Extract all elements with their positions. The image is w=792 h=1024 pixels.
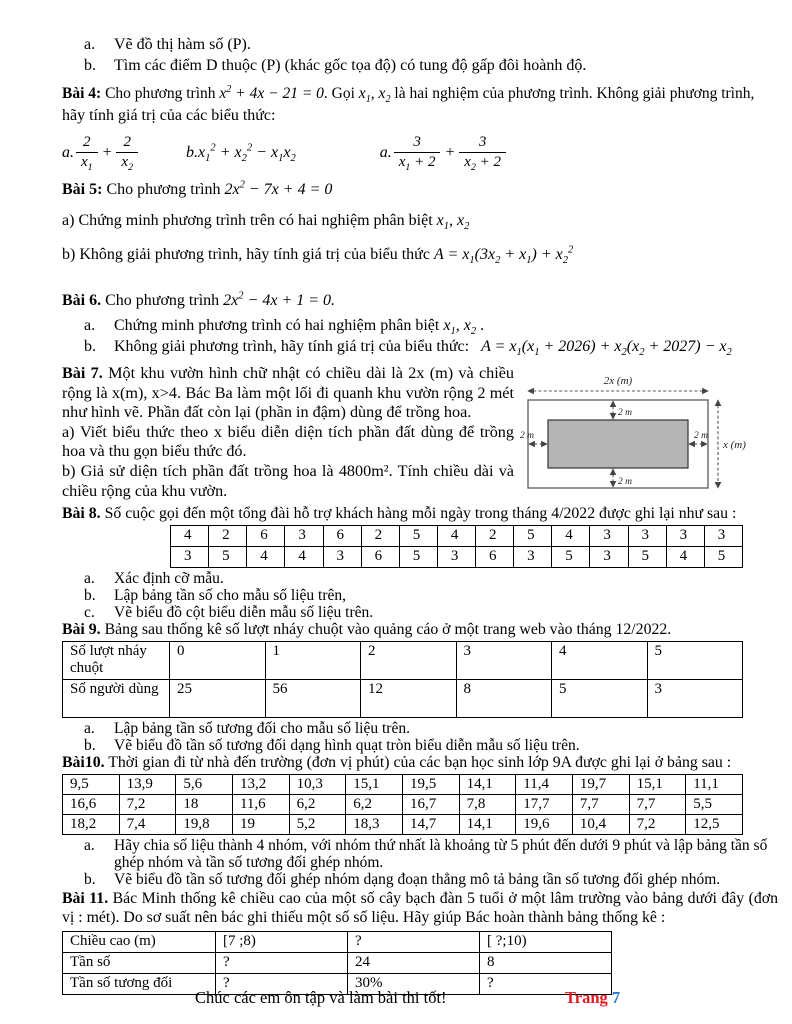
table-cell: 4	[666, 547, 704, 568]
table-cell: 4	[437, 526, 475, 547]
table-row	[63, 775, 743, 795]
table-cell: 5	[647, 642, 743, 680]
table-cell: 3	[456, 642, 552, 680]
table-cell: 24	[348, 953, 480, 974]
item-text: Chứng minh phương trình có hai nghiệm phân biệt $x_1$, $x_2$ .	[114, 317, 485, 338]
fraction: $\frac{3}{x_1 + 2}$	[394, 133, 441, 172]
table-cell: 16,7	[402, 795, 459, 815]
exercise-9-title	[62, 621, 778, 639]
text-segment: Một khu vườn hình chữ nhật có chiều dài là 2x (m) và chiều rộng là x(m), x>4. Bác Ba làm một lối đi quanh khu vườn rộng 2 mét như hình vẽ. Phần đất còn lại (phần in đậm) dùng để trồng hoa.	[62, 364, 515, 422]
table-cell: [7 ;8)	[216, 932, 348, 953]
item-text: Vẽ biểu đồ cột biểu diễn mẫu số liệu trên.	[114, 604, 374, 621]
table-cell: 6	[476, 547, 514, 568]
list-item	[62, 837, 778, 871]
table-cell: 5	[399, 526, 437, 547]
plus-sign: +	[444, 143, 456, 161]
table-cell: 19	[232, 815, 289, 835]
table-row	[63, 932, 612, 953]
math-equation: $2x^2 - 7x + 4 = 0$	[224, 179, 333, 198]
exercise-9-items	[62, 720, 778, 754]
title-text: Bác Minh thống kê chiều cao của một số cây bạch đàn 5 tuổi ở một lâm trường vào bảng dưới đây (đơn vị : mét). Do sơ suất nên bác ghi thiếu một số số liệu. Hãy giúp Bác hoàn thành bảng thống kê :	[62, 890, 779, 926]
table-cell: 3	[666, 526, 704, 547]
fraction: $\frac{3}{x_2 + 2}$	[459, 133, 506, 172]
expression-row	[62, 130, 778, 174]
table-cell: ?	[480, 974, 612, 995]
exercise-10-items	[62, 837, 778, 888]
table-cell: 13,2	[232, 775, 289, 795]
figure-length-label: 2x (m)	[603, 375, 633, 387]
math-expression: $A = x_1(x_1 + 2026) + x_2(x_2 + 2027) - x_2$	[481, 338, 732, 359]
table-cell: 7,7	[572, 795, 629, 815]
exercise-7-text	[62, 364, 514, 502]
page-label: Trang	[565, 988, 608, 1007]
exercise-4-label: Bài 4:	[62, 85, 102, 102]
item-text: Lập bảng tần số tương đối cho mẫu số liệu trên.	[114, 720, 410, 737]
item-label: a.	[84, 317, 96, 334]
table-cell: 13,9	[119, 775, 176, 795]
table-cell: 7,4	[119, 815, 176, 835]
table-cell: 19,8	[176, 815, 233, 835]
item-label: a.	[84, 36, 96, 53]
table-cell: Số người dùng	[63, 680, 170, 718]
table-cell: 3	[514, 547, 552, 568]
table-cell: 25	[170, 680, 266, 718]
table-cell: 4	[285, 547, 323, 568]
table-cell: 15,1	[346, 775, 403, 795]
exercise-7-intro	[62, 364, 514, 423]
table-cell: 4	[552, 526, 590, 547]
table-cell: 4	[552, 642, 648, 680]
exercise-9-label: Bài 9.	[62, 621, 101, 638]
table-cell: 11,6	[232, 795, 289, 815]
table-cell: 6	[323, 526, 361, 547]
table-cell: 19,6	[516, 815, 573, 835]
plus-sign: +	[101, 143, 113, 161]
table-cell: 5	[704, 547, 742, 568]
table-cell: 19,7	[572, 775, 629, 795]
table-cell: 3	[171, 547, 209, 568]
table-cell: 14,7	[402, 815, 459, 835]
item-label: a.	[379, 143, 392, 161]
left-gap-label: 2 m	[520, 431, 534, 441]
table-cell: 19,5	[402, 775, 459, 795]
table-cell: 30%	[348, 974, 480, 995]
table-cell: 10,4	[572, 815, 629, 835]
table-cell: 15,1	[629, 775, 686, 795]
exercise-10-title	[62, 754, 778, 772]
table-cell: 18,3	[346, 815, 403, 835]
item-label: b.	[84, 57, 96, 74]
table-cell: 5	[209, 547, 247, 568]
table-row	[63, 795, 743, 815]
math-expression: $A = x_1(3x_2 + x_1) + x_2^2$	[433, 244, 574, 267]
title-text: Số cuộc gọi đến một tổng đài hỗ trợ khách hàng mỗi ngày trong tháng 4/2022 được ghi lại như sau :	[100, 505, 737, 522]
table-row	[63, 815, 743, 835]
table-cell: 12,5	[686, 815, 743, 835]
table-cell: 9,5	[63, 775, 120, 795]
table-cell: 6,2	[289, 795, 346, 815]
table-cell: 3	[590, 526, 628, 547]
list-item	[62, 55, 778, 76]
table-cell: 18	[176, 795, 233, 815]
exercise-4-intro	[62, 83, 778, 105]
exercise-6-item-a	[62, 315, 778, 336]
garden-figure-container	[518, 374, 748, 502]
table-cell: 3	[323, 547, 361, 568]
math-expression: $x_1^2 + x_2^2 - x_1x_2$	[198, 142, 296, 164]
exercise-7-item-b: b) Giả sử diện tích phần đất trồng hoa là 4800m². Tính chiều dài và chiều rộng của khu vườn.	[62, 461, 514, 500]
exercise-7-item-a: a) Viết biểu thức theo x biểu diễn diện tích phần đất dùng để trồng hoa và thu gọn biểu thức đó.	[62, 422, 514, 461]
item-text: Không giải phương trình, hãy tính giá trị của biểu thức	[75, 246, 434, 263]
table-cell: 3	[285, 526, 323, 547]
table-cell: 56	[265, 680, 361, 718]
exercise-7-label: Bài 7.	[62, 364, 103, 382]
table-cell: 17,7	[516, 795, 573, 815]
table-cell: 3	[437, 547, 475, 568]
title-text: Bảng sau thống kê số lượt nháy chuột vào quảng cáo ở một trang web vào tháng 12/2022.	[100, 621, 672, 638]
tree-height-table	[62, 931, 612, 995]
item-label: a.	[62, 143, 74, 161]
table-cell: 14,1	[459, 775, 516, 795]
table-cell: 6	[247, 526, 285, 547]
list-item	[62, 587, 778, 604]
bottom-gap-label: 2 m	[618, 477, 632, 487]
item-label: a.	[84, 570, 95, 587]
fraction: $\frac{2}{x_2}$	[116, 133, 138, 172]
exercise-5-intro	[62, 179, 778, 201]
item-text: Chứng minh phương trình trên có hai nghiệm phân biệt	[74, 212, 437, 229]
page-number-value: 7	[611, 988, 621, 1007]
table-cell: 5	[628, 547, 666, 568]
item-text: Lập bảng tần số cho mẫu số liệu trên,	[114, 587, 347, 604]
table-cell: 0	[170, 642, 266, 680]
list-item	[62, 737, 778, 754]
math-variables: $x_1$, $x_2$	[436, 212, 470, 233]
math-variables: $x_1$, $x_2$	[358, 85, 391, 106]
text-segment: . Gọi	[323, 85, 359, 102]
table-cell: 11,1	[686, 775, 743, 795]
table-cell: 2	[209, 526, 247, 547]
text-segment: Cho phương trình	[102, 181, 225, 198]
table-row	[63, 642, 743, 680]
inner-flower-rect	[548, 420, 688, 468]
table-cell: 5,6	[176, 775, 233, 795]
exercise-5-item-b	[62, 244, 778, 266]
table-cell: ?	[216, 953, 348, 974]
text-segment: là hai nghiệm của phương trình. Không giải phương trình,	[390, 85, 755, 102]
item-text: Tìm các điểm D thuộc (P) (khác gốc tọa độ) có tung độ gấp đôi hoành độ.	[114, 57, 587, 74]
list-item	[62, 570, 778, 587]
table-cell: 3	[647, 680, 743, 718]
exercise-10-label: Bài10.	[62, 754, 105, 771]
table-cell: 6,2	[346, 795, 403, 815]
table-row	[171, 526, 743, 547]
table-cell: [ ?;10)	[480, 932, 612, 953]
item-label: b.	[84, 871, 96, 888]
fraction: $\frac{2}{x_1}$	[76, 133, 98, 172]
table-cell: 5,5	[686, 795, 743, 815]
exercise-4-line2: hãy tính giá trị của các biểu thức:	[62, 107, 276, 124]
table-cell: ?	[216, 974, 348, 995]
item-text: Vẽ biểu đồ tần số tương đối dạng hình quạt tròn biểu diễn mẫu số liệu trên.	[114, 737, 580, 754]
table-cell: 7,2	[119, 795, 176, 815]
table-row	[171, 547, 743, 568]
table-cell: 7,8	[459, 795, 516, 815]
math-variables: $x_1$, $x_2$	[443, 317, 477, 338]
expression-b	[186, 142, 296, 163]
exercise-6-label: Bài 6.	[62, 292, 102, 309]
item-label: c.	[84, 604, 95, 621]
table-cell: 5	[552, 680, 648, 718]
title-text: Thời gian đi từ nhà đến trường (đơn vị phút) của các bạn học sinh lớp 9A được ghi lại ở bảng sau :	[104, 754, 732, 771]
figure-width-label: x (m)	[723, 439, 746, 451]
table-cell: 1	[265, 642, 361, 680]
table-cell: 5	[552, 547, 590, 568]
item-label: a.	[84, 837, 95, 854]
table-row	[63, 680, 743, 718]
page-number	[565, 987, 620, 1008]
exercise-8-items	[62, 570, 778, 621]
table-cell: 18,2	[63, 815, 120, 835]
table-cell: 11,4	[516, 775, 573, 795]
table-cell: 2	[361, 642, 457, 680]
table-cell: 6	[361, 547, 399, 568]
item-text: Không giải phương trình, hãy tính giá trị của biểu thức: $A = x_1(x_1 + 2026) + x_2(x_2 + 2027) - x_2$	[114, 338, 732, 359]
expression-a	[62, 133, 140, 172]
exercise-6-intro	[62, 290, 778, 312]
table-cell: 3	[590, 547, 628, 568]
list-item	[62, 34, 778, 55]
item-text: Hãy chia số liệu thành 4 nhóm, với nhóm thứ nhất là khoảng từ 5 phút đến dưới 9 phút và lập bảng tần số ghép nhóm và tần số tương đối ghép nhóm.	[114, 837, 768, 871]
table-cell: Tần số	[63, 953, 216, 974]
top-gap-label: 2 m	[618, 408, 632, 418]
exercise-11-label: Bài 11.	[62, 890, 109, 907]
table-cell: 7,2	[629, 815, 686, 835]
table-cell: 12	[361, 680, 457, 718]
table-cell: 10,3	[289, 775, 346, 795]
exercise-11-title	[62, 890, 778, 927]
garden-figure	[518, 374, 748, 496]
footer-message: Chúc các em ôn tập và làm bài thi tốt!	[195, 988, 447, 1007]
list-item	[62, 604, 778, 621]
text-segment: Cho phương trình	[101, 85, 220, 102]
table-cell: Số lượt nháy chuột	[63, 642, 170, 680]
expression-c	[380, 133, 508, 172]
table-cell: 5	[399, 547, 437, 568]
table-cell: 14,1	[459, 815, 516, 835]
table-cell: 7,7	[629, 795, 686, 815]
item-label: b.	[186, 143, 199, 161]
table-cell: 2	[476, 526, 514, 547]
item-text: Vẽ đồ thị hàm số (P).	[114, 36, 251, 53]
item-label: a)	[62, 212, 75, 229]
exercise-7-section	[62, 364, 778, 502]
table-cell: 5	[514, 526, 552, 547]
table-cell: 2	[361, 526, 399, 547]
math-equation: $2x^2 - 4x + 1 = 0$.	[223, 290, 336, 309]
table-cell: 8	[456, 680, 552, 718]
item-label: b.	[84, 737, 96, 754]
table-cell: 3	[628, 526, 666, 547]
table-cell: Chiều cao (m)	[63, 932, 216, 953]
item-label: b)	[62, 246, 76, 263]
item-text: Xác định cỡ mẫu.	[114, 570, 224, 587]
exercise-8-label: Bài 8.	[62, 505, 101, 522]
table-cell: 3	[704, 526, 742, 547]
table-cell: 16,6	[63, 795, 120, 815]
item-text: Vẽ biểu đồ tần số tương đối ghép nhóm dạng đoạn thẳng mô tả bảng tần số tương đối ghép nhóm.	[114, 871, 721, 888]
travel-time-table	[62, 774, 743, 835]
exercise-6-item-b	[62, 336, 778, 357]
item-label: b.	[84, 338, 96, 355]
exercise-5-item-a	[62, 210, 778, 232]
table-cell: 8	[480, 953, 612, 974]
exercise-5-label: Bài 5:	[62, 181, 103, 198]
right-gap-label: 2 m	[694, 431, 708, 441]
math-equation: $x^2 + 4x - 21 = 0$	[219, 83, 324, 102]
calls-data-table	[170, 525, 743, 568]
exercise-8-title	[62, 505, 778, 523]
list-item	[62, 720, 778, 737]
table-cell: ?	[348, 932, 480, 953]
list-item	[62, 871, 778, 888]
table-row	[63, 953, 612, 974]
clicks-data-table	[62, 641, 743, 718]
table-cell: 4	[247, 547, 285, 568]
table-cell: Tần số tương đối	[63, 974, 216, 995]
item-label: b.	[84, 587, 96, 604]
table-cell: 4	[171, 526, 209, 547]
item-label: a.	[84, 720, 95, 737]
table-cell: 5,2	[289, 815, 346, 835]
text-segment: Cho phương trình	[101, 292, 224, 309]
